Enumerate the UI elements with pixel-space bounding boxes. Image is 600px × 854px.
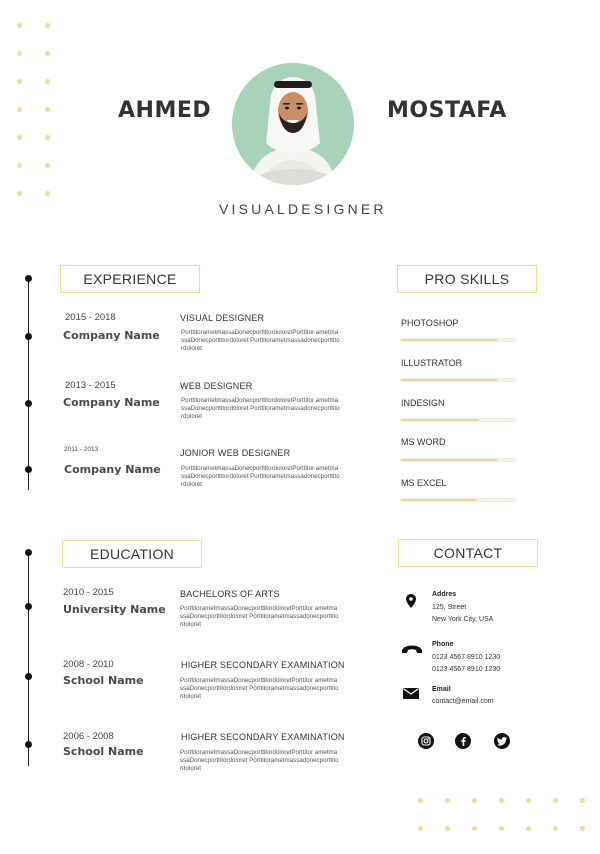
experience-description: PorttitorametmassaDonecporttitordoloretPorttitor ametmassaDonecporttitordoloret Porttitorametmassadonecporttitordoloret	[181, 397, 340, 421]
phone-icon	[400, 643, 424, 655]
address-line1: 125, Street	[432, 604, 467, 611]
timeline-dot	[25, 333, 32, 340]
twitter-icon[interactable]	[494, 733, 510, 749]
skill-label: ILLUSTRATOR	[401, 358, 463, 368]
experience-description: PorttitorametmassaDonecporttitordoloretPorttitor ametmassaDonecporttitordoloret Porttitorametmassadonecporttitordoloret	[181, 465, 340, 489]
experience-date: 2015 - 2018	[65, 312, 116, 323]
education-heading: EDUCATION	[62, 540, 202, 568]
timeline-dot	[25, 603, 32, 610]
address-line2: New York City, USA	[432, 616, 494, 623]
skill-label: MS EXCEL	[401, 478, 447, 488]
skill-bar	[400, 418, 516, 422]
experience-description: PorttitorametmassaDonecporttitordoloretPorttitor ametmassaDonecporttitordoloret Porttitorametmassadonecporttitordoloret	[181, 329, 340, 353]
education-date: 2008 - 2010	[63, 659, 114, 670]
skill-bar-fill	[401, 499, 476, 501]
education-description: PorttitorametmassaDonecporttitordoloretPorttitor ametmassaDonecporttitordoloret Porttitorametmassadonecporttitordoloret	[180, 677, 339, 701]
education-degree: BACHELORS OF ARTS	[180, 589, 280, 599]
experience-company: Company Name	[64, 463, 161, 476]
profile-photo	[232, 63, 354, 185]
education-school: University Name	[63, 603, 166, 616]
experience-heading: EXPERIENCE	[60, 265, 200, 293]
contact-heading: CONTACT	[398, 539, 538, 567]
job-title: VISUALDESIGNER	[219, 201, 387, 217]
skill-label: MS WORD	[401, 437, 446, 447]
skill-label: INDESIGN	[401, 398, 445, 408]
facebook-icon[interactable]	[455, 733, 471, 749]
skill-bar-fill	[401, 459, 498, 461]
experience-date: 2013 - 2015	[65, 380, 116, 391]
skill-bar-fill	[401, 379, 498, 381]
timeline-dot	[25, 673, 32, 680]
education-description: PorttitorametmassaDonecporttitordoloretPorttitor ametmassaDonecporttitordoloret Porttitorametmassadonecporttitordoloret	[180, 749, 339, 773]
education-degree: HIGHER SECONDARY EXAMINATION	[181, 732, 345, 742]
timeline-dot	[25, 466, 32, 473]
education-timeline	[28, 552, 29, 766]
skill-bar	[400, 458, 516, 462]
email-address: contact@email.com	[432, 698, 494, 705]
experience-date: 2011 - 2013	[64, 446, 99, 453]
education-degree: HIGHER SECONDARY EXAMINATION	[181, 660, 345, 670]
skill-bar	[400, 498, 516, 502]
timeline-dot	[25, 400, 32, 407]
education-school: School Name	[63, 674, 144, 687]
experience-timeline	[28, 278, 29, 490]
education-date: 2010 - 2015	[63, 587, 114, 598]
timeline-dot	[25, 549, 32, 556]
skill-bar	[400, 338, 516, 342]
experience-role: WEB DESIGNER	[180, 381, 253, 391]
education-description: PorttitorametmassaDonecporttitordoloretPorttitor ametmassaDonecporttitordoloret Porttitorametmassadonecporttitordoloret	[180, 605, 339, 629]
email-label: Email	[432, 686, 451, 693]
skill-bar-fill	[401, 339, 498, 341]
education-school: School Name	[63, 745, 144, 758]
experience-company: Company Name	[63, 396, 160, 409]
phone-number-1: 0123 4567 8910 1230	[432, 654, 501, 661]
first-name: AHMED	[118, 98, 212, 123]
experience-role: VISUAL DESIGNER	[180, 313, 265, 323]
instagram-icon[interactable]	[418, 733, 434, 749]
address-label: Addres	[432, 591, 457, 598]
phone-label: Phone	[432, 641, 454, 648]
phone-number-2: 0123 4567 8910 1230	[432, 666, 501, 673]
skill-bar-fill	[401, 419, 479, 421]
experience-company: Company Name	[63, 329, 160, 342]
location-pin-icon	[405, 594, 417, 608]
skill-bar	[400, 378, 516, 382]
timeline-dot	[25, 275, 32, 282]
email-icon	[403, 688, 419, 699]
skills-heading: PRO SKILLS	[397, 265, 537, 293]
timeline-dot	[25, 741, 32, 748]
education-date: 2006 - 2008	[63, 731, 114, 742]
last-name: MOSTAFA	[387, 98, 507, 123]
experience-role: JONIOR WEB DESIGNER	[180, 448, 291, 458]
skill-label: PHOTOSHOP	[401, 318, 459, 328]
